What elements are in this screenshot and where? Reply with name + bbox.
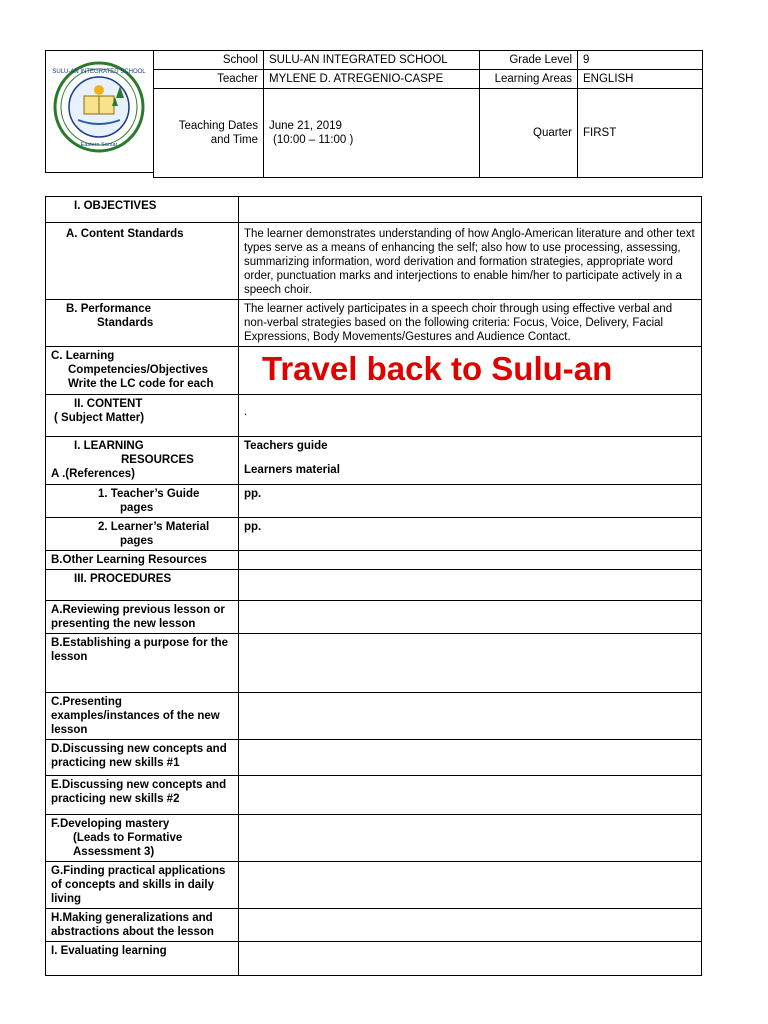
content-line1: II. CONTENT xyxy=(74,398,143,410)
performance-label xyxy=(46,300,239,347)
procedure-f-label xyxy=(46,815,239,862)
procedure-c-label: C.Presenting examples/instances of the new lesson xyxy=(46,693,239,740)
lm-line2: pages xyxy=(120,535,154,547)
procedure-d-value xyxy=(239,740,702,776)
logo-text-top: SULU-AN INTEGRATED SCHOOL xyxy=(52,69,146,75)
resources-line2: RESOURCES xyxy=(121,454,194,466)
tg-line2: pages xyxy=(120,502,154,514)
dates-label-line1: Teaching Dates xyxy=(178,120,258,132)
procedure-i-label: I. Evaluating learning xyxy=(46,942,239,976)
resources-value-line2: Learners material xyxy=(244,464,340,476)
performance-value: The learner actively participates in a speech choir through using effective verbal and non-verbal strategies based on the following criteria: Focus, Voice, Delivery, Facial Expressions, Body Movements/Gestures and Audience Contact. xyxy=(239,300,702,347)
procedure-e-value xyxy=(239,776,702,815)
objectives-label: I. OBJECTIVES xyxy=(46,197,239,223)
objectives-value xyxy=(239,197,702,223)
school-value: SULU-AN INTEGRATED SCHOOL xyxy=(264,51,480,70)
procedure-a-value xyxy=(239,601,702,634)
procedures-label: III. PROCEDURES xyxy=(46,570,239,601)
lm-label xyxy=(46,518,239,551)
procedure-e-label: E.Discussing new concepts and practicing new skills #2 xyxy=(46,776,239,815)
resources-line3: A .(References) xyxy=(51,468,135,480)
procedure-c-value xyxy=(239,693,702,740)
dates-value xyxy=(264,89,480,178)
procedure-f-line3: Assessment 3) xyxy=(73,846,155,858)
dates-label-line2: and Time xyxy=(210,134,258,146)
areas-value: ENGLISH xyxy=(578,70,703,89)
dates-label xyxy=(154,89,264,178)
procedure-f-line1: F.Developing mastery xyxy=(51,818,170,830)
logo-text-bottom: Eastern Samar xyxy=(80,142,118,148)
resources-label xyxy=(46,437,239,485)
other-resources-label: B.Other Learning Resources xyxy=(46,551,239,570)
procedure-a-label: A.Reviewing previous lesson or presenting the new lesson xyxy=(46,601,239,634)
tg-value: pp. xyxy=(239,485,702,518)
procedure-h-value xyxy=(239,909,702,942)
competencies-line1: C. Learning xyxy=(51,350,115,362)
performance-label-line2: Standards xyxy=(97,317,154,329)
tg-label xyxy=(46,485,239,518)
quarter-label: Quarter xyxy=(480,89,578,178)
dates-value-line1: June 21, 2019 xyxy=(269,120,342,132)
grade-label: Grade Level xyxy=(480,51,578,70)
tg-line1: 1. Teacher’s Guide xyxy=(98,488,200,500)
content-line2: ( Subject Matter) xyxy=(54,412,145,424)
areas-label: Learning Areas xyxy=(480,70,578,89)
procedures-value xyxy=(239,570,702,601)
resources-line1: I. LEARNING xyxy=(74,440,144,452)
competencies-line3: Write the LC code for each xyxy=(68,378,214,390)
lm-value: pp. xyxy=(239,518,702,551)
procedure-g-label: G.Finding practical applications of concepts and skills in daily living xyxy=(46,862,239,909)
other-resources-value xyxy=(239,551,702,570)
competencies-line2: Competencies/Objectives xyxy=(68,364,208,376)
competencies-value: Travel back to Sulu-an xyxy=(262,350,613,387)
lm-line1: 2. Learner’s Material xyxy=(98,521,210,533)
content-standards-label: A. Content Standards xyxy=(46,223,239,300)
grade-value: 9 xyxy=(578,51,703,70)
procedure-f-value xyxy=(239,815,702,862)
procedure-i-value xyxy=(239,942,702,976)
dates-value-line2: (10:00 – 11:00 ) xyxy=(273,134,354,146)
resources-value-line1: Teachers guide xyxy=(244,440,328,452)
procedure-g-value xyxy=(239,862,702,909)
teacher-value: MYLENE D. ATREGENIO-CASPE xyxy=(264,70,480,89)
procedure-f-line2: (Leads to Formative xyxy=(73,832,183,844)
header-table xyxy=(153,50,703,178)
lesson-plan-table xyxy=(45,196,702,976)
content-value: . xyxy=(239,395,702,437)
resources-value xyxy=(239,437,702,485)
content-label xyxy=(46,395,239,437)
quarter-value: FIRST xyxy=(578,89,703,178)
performance-label-line1: B. Performance xyxy=(66,303,152,315)
content-standards-value: The learner demonstrates understanding of how Anglo-American literature and other text types serve as a means of enhancing the self; also how to use processing, assessing, summarizing information, word derivation and formation strategies, appropriate word order, punctuation marks and interjections to enable him/her to participate actively in a speech choir. xyxy=(239,223,702,300)
procedure-b-value xyxy=(239,634,702,693)
procedure-b-label: B.Establishing a purpose for the lesson xyxy=(46,634,239,693)
procedure-d-label: D.Discussing new concepts and practicing new skills #1 xyxy=(46,740,239,776)
competencies-label xyxy=(46,347,239,395)
school-logo xyxy=(52,60,146,154)
school-label: School xyxy=(154,51,264,70)
teacher-label: Teacher xyxy=(154,70,264,89)
procedure-h-label: H.Making generalizations and abstractions about the lesson xyxy=(46,909,239,942)
